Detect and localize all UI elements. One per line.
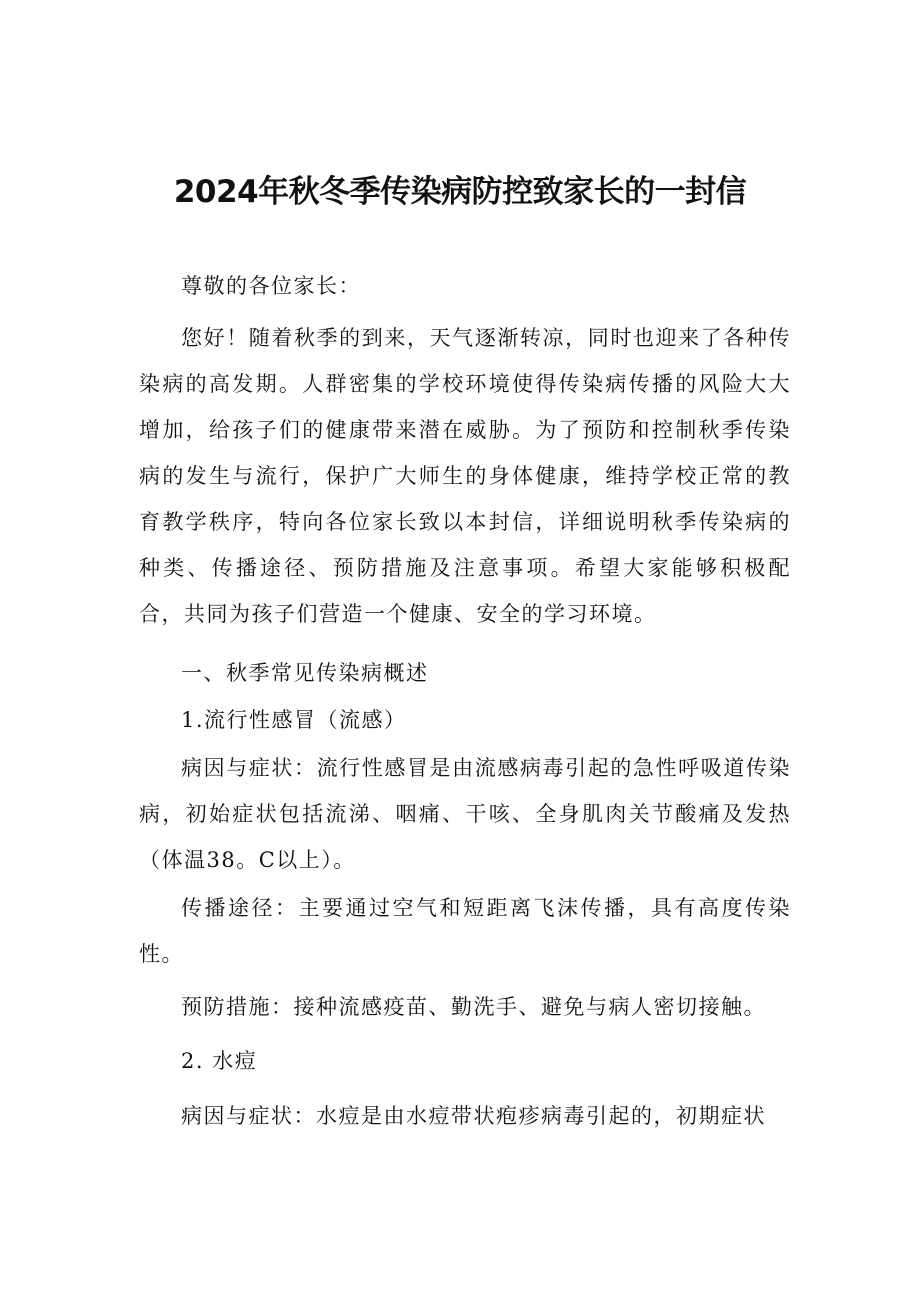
flu-transmission-paragraph: 传播途径：主要通过空气和短距离飞沫传播，具有高度传染性。 (139, 896, 791, 966)
intro-paragraph: 您好！随着秋季的到来，天气逐渐转凉，同时也迎来了各种传染病的高发期。人群密集的学校环境使得传染病传播的风险大大增加，给孩子们的健康带来潜在威胁。为了预防和控制秋季传染病的发生与流行，保护广大师生的身体健康，维持学校正常的教育教学秩序，特向各位家长致以本封信，详细说明秋季传染病的种类、传播途径、预防措施及注意事项。希望大家能够积极配合，共同为孩子们营造一个健康、安全的学习环境。 (139, 326, 791, 626)
varicella-subheading: 2. 水痘 (181, 1049, 258, 1073)
flu-subheading: 1.流行性感冒（流感） (181, 708, 407, 732)
salutation: 尊敬的各位家长： (181, 274, 361, 298)
flu-prevention-paragraph: 预防措施：接种流感疫苗、勤洗手、避免与病人密切接触。 (181, 995, 766, 1019)
varicella-symptoms-paragraph: 病因与症状：水痘是由水痘带状疱疹病毒引起的，初期症状 (181, 1104, 766, 1128)
document-title: 2024年秋冬季传染病防控致家长的一封信 (173, 174, 747, 210)
section-heading: 一、秋季常见传染病概述 (181, 661, 429, 685)
flu-symptoms-paragraph: 病因与症状：流行性感冒是由流感病毒引起的急性呼吸道传染病，初始症状包括流涕、咽痛、干咳、全身肌肉关节酸痛及发热（体温38。C以上）。 (139, 756, 791, 872)
